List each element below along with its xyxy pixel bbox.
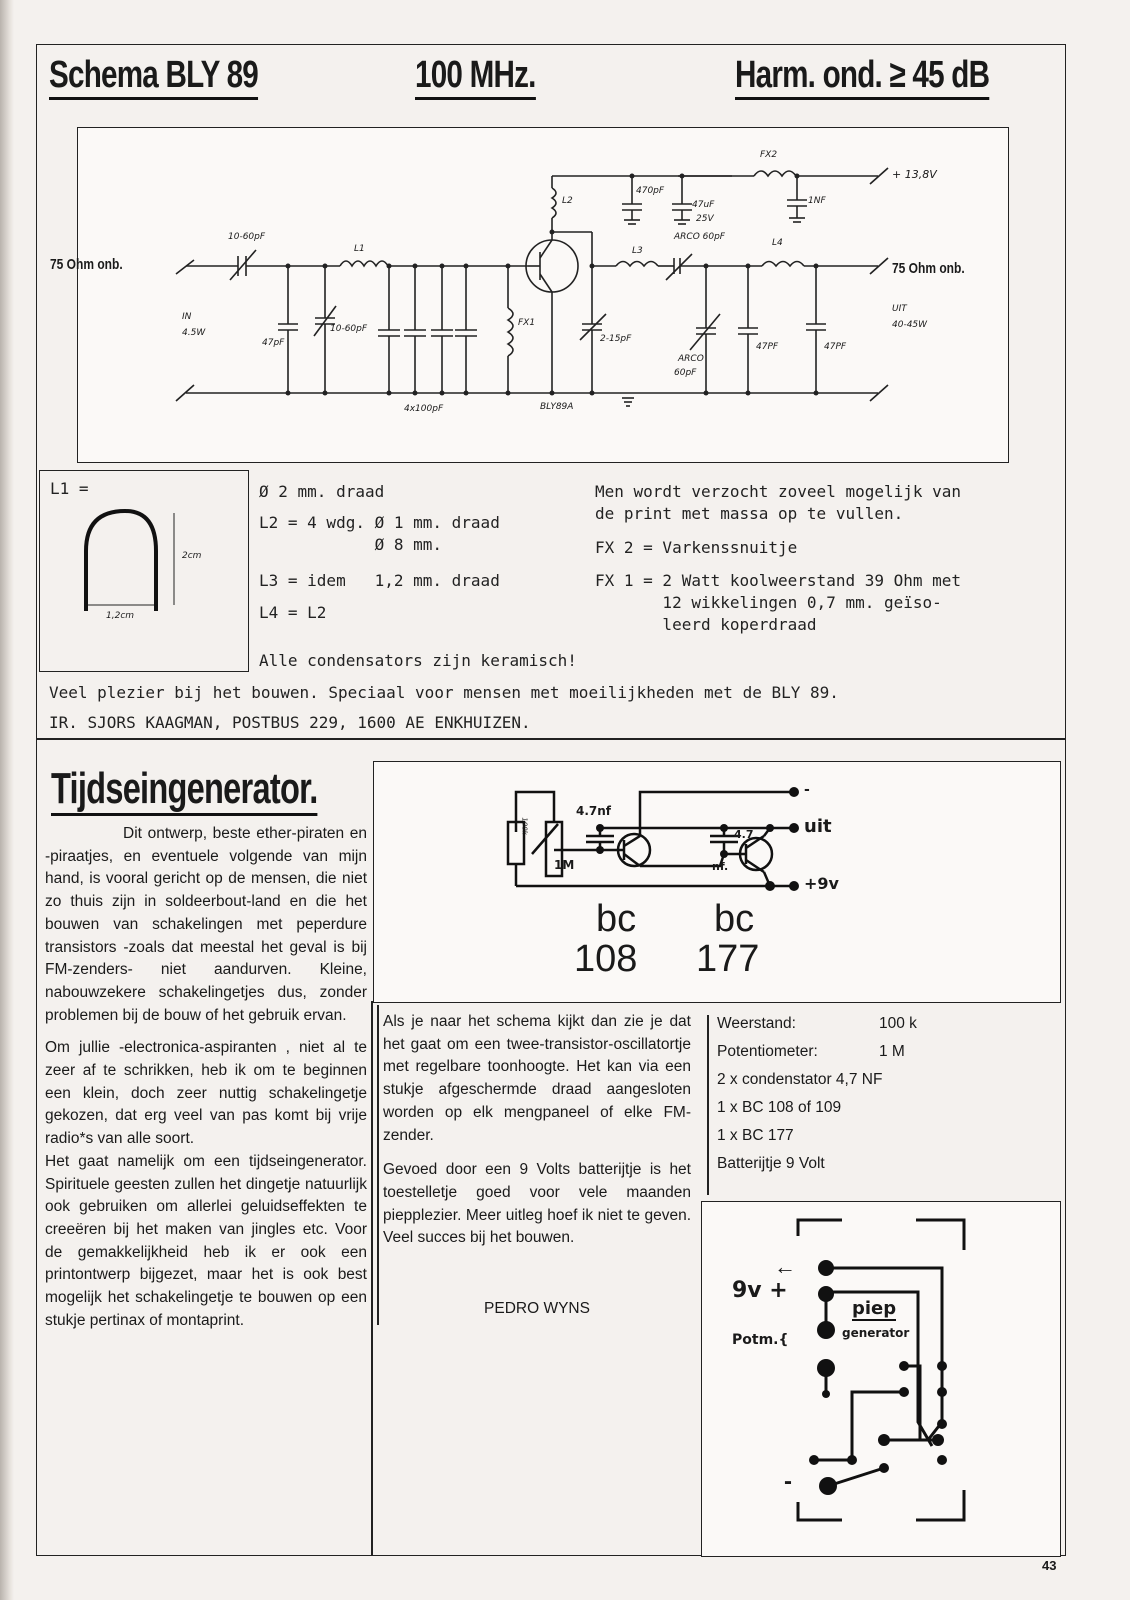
t2-number: 177: [696, 938, 760, 980]
t2-type: bc: [714, 898, 755, 940]
timer-schematic: [373, 761, 1061, 1003]
coil-l1-drawing-box: [39, 470, 249, 672]
t1-number: 108: [574, 938, 638, 980]
coil-width-label: 1,2cm: [106, 611, 135, 621]
article2-column2: [383, 1011, 691, 1321]
ceramic-note: Alle condensators zijn keramisch!: [259, 651, 577, 670]
parts-item: 1 x BC 108 of 109: [717, 1099, 842, 1116]
bly89-schematic: [50, 127, 1009, 463]
cap2-unit-label: nf.: [712, 860, 729, 873]
article-divider: [37, 738, 1065, 740]
cap1-label: 4.7nf: [576, 804, 612, 818]
paragraph: Dit ontwerp, beste ether-piraten en -piraatjes, en eventuele volgende van mijn hand, is vooral gericht op de mensen, die niet zo thuis zijn in soldeerbout-land en die het bouwen van schakelingen met peperdure transistors -zoals dat meestal het geval is bij FM-zenders- niet aandurven. Kleine, nabouwzekere schakelingetjes dus, zonder problemen bij de bouw of het gebruik ervan.: [45, 825, 367, 1024]
article-bly89: [37, 45, 1065, 755]
spec-l4: L4 = L2: [259, 603, 327, 622]
column2-left-rule: [377, 1005, 379, 1325]
parts-item: 2 x condenstator 4,7 NF: [717, 1071, 883, 1088]
input-power-label: 4.5W: [182, 328, 206, 338]
page-binding-shadow: [0, 0, 14, 1600]
pcb-title: piep: [852, 1298, 897, 1319]
paragraph: Het gaat namelijk om een tijdseingenerator. Spirituele geesten zullen het dingetje natuurlijk ook gebruiken om allerlei geluidseffekten te creeëren bij het maken van jingles etc. Voor de gemakkelijkheid heb ik er ook een printontwerp bijgezet, maar het is ook best mogelijk het schakelingetje te bouwen op een stukje pertinax of montaprint.: [45, 1152, 367, 1329]
t1-type: bc: [596, 898, 637, 940]
coil-shape: [40, 471, 248, 671]
input-label: IN: [182, 312, 192, 322]
output-power-label: 40-45W: [892, 320, 928, 330]
article-title-row: [49, 53, 1049, 105]
parts-list-rule: [707, 1015, 709, 1195]
resistor-label: 100k: [520, 817, 529, 835]
supply-voltage-label: + 13,8V: [892, 168, 937, 181]
note-line: leerd koperdraad: [595, 615, 817, 634]
spec-l3: L3 = idem 1,2 mm. draad: [259, 571, 500, 590]
pcb-minus-label: -: [784, 1468, 792, 1495]
cap-1nf-label: 1NF: [808, 196, 826, 206]
note-line: de print met massa op te vullen.: [595, 504, 904, 523]
note-fx2: FX 2 = Varkenssnuitje: [595, 538, 798, 557]
fx1-label: FX1: [518, 318, 536, 328]
cap-47uf-label: 47uF: [692, 200, 715, 210]
article2-author: PEDRO WYNS: [484, 1300, 590, 1318]
paragraph: Om jullie -electronica-aspiranten , niet al te zeer af te schrikken, heb ik om te beginnen een klein, doch zeer nuttig schakelingetje gekozen, dat erg veel van pas komt bij vrije radio*s van alle soort.: [45, 1039, 367, 1148]
cap-2-15pf-label: 2-15pF: [600, 334, 632, 344]
arco-series-label: ARCO 60pF: [674, 232, 725, 242]
magazine-page: [36, 44, 1066, 1556]
l1-label: L1: [354, 244, 365, 254]
output-label: UIT: [892, 304, 907, 314]
cap-47pf-in-label: 47pF: [262, 338, 285, 348]
pcb-pot-label: Potm.{: [732, 1332, 789, 1348]
terminal-minus: -: [804, 782, 810, 798]
pot-label: 1M: [554, 858, 575, 872]
l4-label: L4: [772, 238, 783, 248]
paragraph: Gevoed door een 9 Volts batterijtje is het toestelletje goed voor vele maanden piepplezier. Meer uitleg hoef ik niet te geven. Veel succes bij het bouwen.: [383, 1161, 691, 1247]
spec-l1: Ø 2 mm. draad: [259, 482, 385, 501]
note-fx1: FX 1 = 2 Watt koolweerstand 39 Ohm met: [595, 571, 962, 590]
terminal-plus9v: +9v: [804, 874, 839, 893]
title-harmonics: Harm. ond. ≥ 45 dB: [735, 53, 989, 100]
cap-trimmer-in-label: 10-60pF: [228, 232, 266, 242]
coil-height-label: 2cm: [182, 551, 202, 561]
arco-shunt-value: 60pF: [674, 368, 697, 378]
cap-bank-label: 4x100pF: [404, 404, 444, 414]
title-frequency: 100 MHz.: [415, 53, 536, 100]
note-line: 12 wikkelingen 0,7 mm. geïso-: [595, 593, 942, 612]
fx2-label: FX2: [760, 150, 778, 160]
pcb-subtitle: generator: [842, 1326, 910, 1340]
arco-shunt-label: ARCO: [678, 354, 704, 364]
l2-label: L2: [562, 196, 573, 206]
page-number: 43: [1042, 1558, 1057, 1573]
parts-list: [717, 1015, 1037, 1183]
spec-l2: L2 = 4 wdg. Ø 1 mm. draad: [259, 513, 500, 532]
parts-item: 1 x BC 177: [717, 1127, 794, 1144]
cap-470pf-label: 470pF: [636, 186, 665, 196]
coil-label: L1 =: [50, 479, 89, 498]
cap2-label: 4.7: [734, 828, 754, 841]
closing-note: Veel plezier bij het bouwen. Speciaal voor mensen met moeilijkheden met de BLY 89.: [49, 683, 839, 702]
pcb-supply-label: 9v +: [732, 1278, 788, 1303]
column-divider: [371, 1001, 373, 1555]
parts-item: Weerstand: 100 k: [717, 1015, 917, 1032]
terminal-out: uit: [804, 816, 832, 837]
cap-trimmer2-label: 10-60pF: [330, 324, 368, 334]
pcb-traces: [702, 1202, 1060, 1556]
article2-title: Tijdseingenerator.: [51, 765, 318, 816]
note-line: Men wordt verzocht zoveel mogelijk van: [595, 482, 962, 501]
output-impedance-label: 75 Ohm onb.: [892, 260, 965, 277]
transistor-label: BLY89A: [540, 402, 574, 412]
spec-l2-diameter: Ø 8 mm.: [259, 535, 443, 554]
pcb-layout: [701, 1201, 1061, 1557]
cap-47pf-out1-label: 47PF: [756, 342, 779, 352]
pcb-arrow-icon: ←: [774, 1254, 796, 1279]
title-schema: Schema BLY 89: [49, 53, 258, 100]
paragraph: Als je naar het schema kijkt dan zie je dat het gaat om een twee-transistor-oscillatortje met regelbare toonhoogte. Het kan via een stukje afgeschermde draad aangesloten worden op elk mengpaneel of elke FM-zender.: [383, 1013, 691, 1144]
parts-item: Potentiometer: 1 M: [717, 1043, 905, 1060]
author-address: IR. SJORS KAAGMAN, POSTBUS 229, 1600 AE ENKHUIZEN.: [49, 713, 531, 732]
cap-47uf-voltage-label: 25V: [696, 214, 714, 224]
article2-column1: [45, 823, 367, 1332]
parts-item: Batterijtje 9 Volt: [717, 1155, 825, 1172]
input-impedance-label: 75 Ohm onb.: [50, 256, 123, 273]
l3-label: L3: [632, 246, 643, 256]
cap-47pf-out2-label: 47PF: [824, 342, 847, 352]
